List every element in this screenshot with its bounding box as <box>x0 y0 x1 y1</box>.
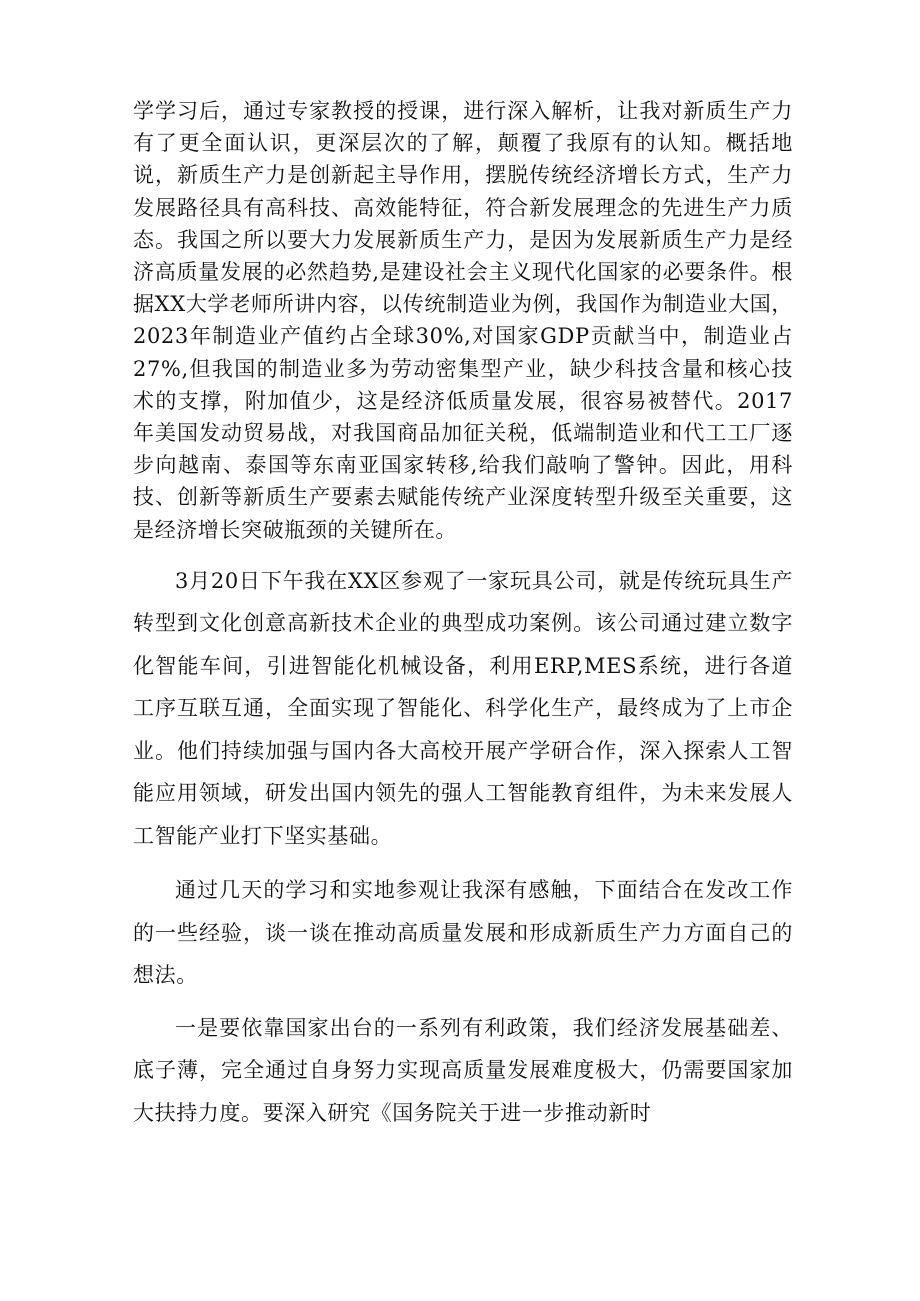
paragraph-reflection: 通过几天的学习和实地参观让我深有感触，下面结合在发改工作的一些经验，谈一谈在推动高质量发展和形成新质生产力方面自己的想法。 <box>133 878 793 988</box>
paragraph-point-one: 一是要依靠国家出台的一系列有利政策，我们经济发展基础差、底子薄，完全通过自身努力实现高质量发展难度极大，仍需要国家加大扶持力度。要深入研究《国务院关于进一步推动新时 <box>133 1015 793 1125</box>
paragraph-continuation: 学学习后，通过专家教授的授课，进行深入解析，让我对新质生产力有了更全面认识，更深层次的了解，颠覆了我原有的认知。概括地说，新质生产力是创新起主导作用，摆脱传统经济增长方式，生产力发展路径具有高科技、高效能特征，符合新发展理念的先进生产力质态。我国之所以要大力发展新质生产力，是因为发展新质生产力是经济高质量发展的必然趋势,是建设社会主义现代化国家的必要条件。根据XX大学老师所讲内容，以传统制造业为例，我国作为制造业大国，2023年制造业产值约占全球30%,对国家GDP贡献当中，制造业占27%,但我国的制造业多为劳动密集型产业，缺少科技含量和核心技术的支撑，附加值少，这是经济低质量发展，很容易被替代。2017年美国发动贸易战，对我国商品加征关税，低端制造业和代工工厂逐步向越南、泰国等东南亚国家转移,给我们敲响了警钟。因此，用科技、创新等新质生产要素去赋能传统产业深度转型升级至关重要，这是经济增长突破瓶颈的关键所在。 <box>133 99 793 542</box>
paragraph-toy-company-visit: 3月20日下午我在XX区参观了一家玩具公司，就是传统玩具生产转型到文化创意高新技术企业的典型成功案例。该公司通过建立数字化智能车间，引进智能化机械设备，利用ERP,MES系统，进行各道工序互联互通，全面实现了智能化、科学化生产，最终成为了上市企业。他们持续加强与国内各大高校开展产学研合作，深入探索人工智能应用领域，研发出国内领先的强人工智能教育组件，为未来发展人工智能产业打下坚实基础。 <box>133 568 793 848</box>
document-page <box>133 95 793 1134</box>
